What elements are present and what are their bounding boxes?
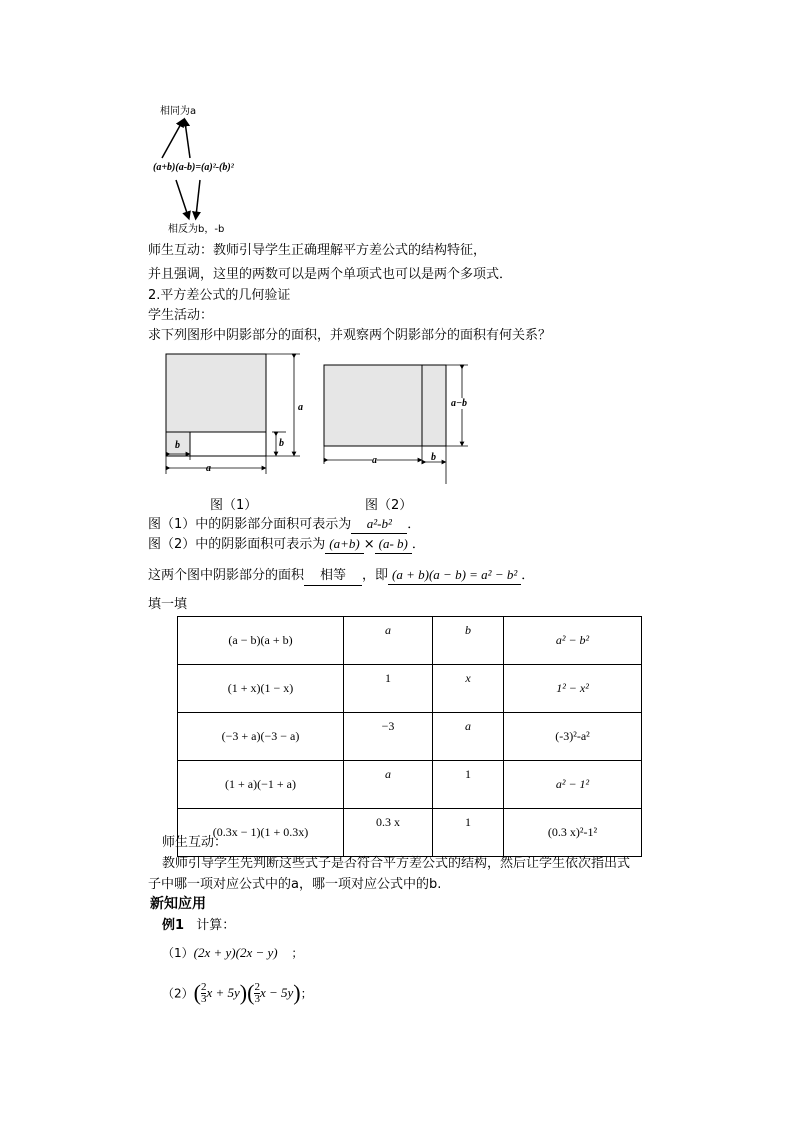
para2-line1: 教师引导学生先判断这些式子是否符合平方差公式的结构，然后让学生依次指出式 — [162, 856, 631, 871]
table-cell: (1 + a)(−1 + a) — [178, 761, 344, 809]
example-title: 例1 — [162, 918, 185, 933]
opposite-label: 相反为b，-b — [168, 224, 225, 235]
item2-num: （2） — [162, 986, 194, 1001]
table-row — [178, 617, 642, 665]
item2-end: ； — [300, 986, 313, 1001]
item1-expr: (2x + y)(2x − y) — [193, 945, 278, 960]
table-cell: (a − b)(a + b) — [178, 617, 344, 665]
fill-title: 填一填 — [148, 597, 188, 612]
formula-text: (a+b)(a-b)=(a)²-(b)² — [153, 162, 234, 173]
table-cell: (0.3x − 1)(1 + 0.3x) — [178, 809, 344, 857]
fig2-label-a: a — [372, 455, 377, 466]
new-section-title: 新知应用 — [150, 896, 206, 912]
table-cell: (−3 + a)(−3 − a) — [178, 713, 344, 761]
fig2-answer-text: 图（2）中的阴影面积可表示为 — [148, 537, 326, 552]
figure-1 — [160, 352, 320, 482]
example-label: 计算： — [196, 918, 236, 933]
table-cell: 1² − x² — [504, 665, 642, 713]
table-cell: 1 — [433, 809, 504, 857]
table-cell: (-3)²-a² — [504, 713, 642, 761]
formula-diagram — [150, 100, 270, 235]
question-text: 求下列图形中阴影部分的面积，并观察两个阴影部分的面积有何关系？ — [148, 328, 552, 343]
relation-line — [148, 566, 534, 586]
fig2-caption: 图（2） — [365, 498, 413, 513]
table-cell: a — [344, 617, 433, 665]
student-activity: 学生活动： — [148, 308, 214, 323]
table-cell: 1 — [433, 761, 504, 809]
table-row — [178, 713, 642, 761]
frac-numerator: 2 — [200, 980, 207, 993]
item2-expr-b: x − 5y — [259, 985, 294, 1000]
fig1-period: ． — [407, 517, 421, 532]
fig1-label-b-bottom: b — [175, 440, 180, 451]
fig1-answer: a²-b² — [351, 515, 407, 534]
example-header — [162, 914, 235, 933]
frac-denominator: 3 — [254, 992, 260, 1005]
table-cell: a — [344, 761, 433, 809]
item1-num: （1） — [162, 946, 194, 960]
item2-expr-a: x + 5y — [206, 985, 240, 1000]
section2-title: 2.平方差公式的几何验证 — [148, 288, 291, 303]
table-row — [178, 809, 642, 857]
fig2-answer-1: (a+b) — [325, 535, 363, 554]
table-cell: (1 + x)(1 − x) — [178, 665, 344, 713]
relation-mid: ，即 — [362, 568, 389, 583]
table-cell: 0.3 x — [344, 809, 433, 857]
fig1-answer-text: 图（1）中的阴影部分面积可表示为 — [148, 517, 352, 532]
fig2-label-b: b — [431, 452, 436, 463]
fig2-label-amb: a−b — [451, 398, 468, 409]
relation-formula: (a + b)(a − b) = a² − b² — [388, 566, 521, 585]
fill-table — [177, 616, 642, 857]
fig2-period: ． — [411, 537, 425, 552]
relation-text: 这两个图中阴影部分的面积 — [148, 568, 305, 583]
table-cell: 1 — [344, 665, 433, 713]
table-row — [178, 761, 642, 809]
example-item-2: （2）( $\frac{2}{3}$ x + 5y)( $\frac{2}{3}$ x − 5y)； — [162, 980, 313, 1005]
relation-period: ． — [521, 568, 535, 583]
fig1-answer-line — [148, 515, 420, 534]
table-cell: −3 — [344, 713, 433, 761]
table-cell: a² − 1² — [504, 761, 642, 809]
fig2-times: × — [363, 537, 375, 552]
para2-line2: 子中哪一项对应公式中的a，哪一项对应公式中的b. — [148, 877, 442, 892]
figure-2 — [320, 360, 480, 485]
frac-numerator: 2 — [254, 980, 260, 993]
table-cell: a — [433, 713, 504, 761]
example-item-1 — [162, 944, 303, 961]
figure-2-drawing — [320, 360, 480, 485]
table-cell: a² − b² — [504, 617, 642, 665]
table-cell: x — [433, 665, 504, 713]
para2-title: 师生互动： — [162, 835, 228, 850]
same-label: 相同为a — [160, 106, 197, 117]
fig2-answer-line — [148, 535, 425, 554]
fig1-label-b-right: b — [279, 438, 284, 449]
item1-end: ； — [291, 946, 304, 960]
figure-1-drawing — [160, 352, 320, 482]
fig2-answer-2: (a- b) — [375, 535, 412, 554]
fig1-label-a-bottom: a — [206, 463, 211, 474]
para1-line2: 并且强调，这里的两数可以是两个单项式也可以是两个多项式． — [148, 267, 513, 282]
fig1-caption: 图（1） — [210, 498, 258, 513]
para1-line1: 师生互动：教师引导学生正确理解平方差公式的结构特征， — [148, 243, 487, 258]
table-cell: b — [433, 617, 504, 665]
table-cell: (0.3 x)²-1² — [504, 809, 642, 857]
frac-denominator: 3 — [200, 992, 207, 1005]
fig1-label-a-right: a — [298, 402, 303, 413]
table-row — [178, 665, 642, 713]
relation-answer: 相等 — [304, 567, 362, 586]
